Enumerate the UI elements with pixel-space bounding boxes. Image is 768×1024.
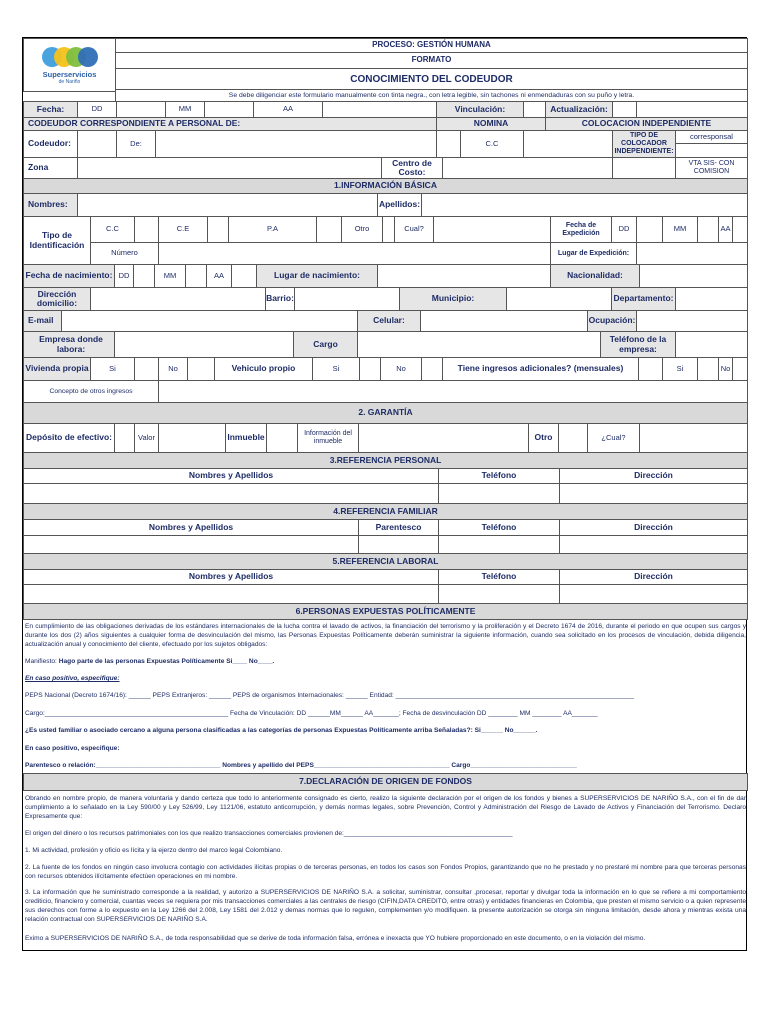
ref-familiar-parentesco-header: Parentesco bbox=[358, 519, 439, 536]
departamento-label: Departamento: bbox=[611, 287, 676, 311]
origen-fondos-p1: Obrando en nombre propio, de manera voluntaria y dando certeza que todo lo anteriormente consignado es cierto, realizo la siguiente declaración por el origen de los fondos y bienes a SUPERSERVICIOS DE NARIÑO S.A., con el fin de dar cumplimiento a lo señalado en la Ley 590/00 y Ley 526/99, Ley 1121/06, estatuto anticorrupción, y demás normas legales, sobre Prevención, Control y Administración del Riesgo de Lavado de Activos y Financiación del Terrorismo. Declaro Expresamente que: bbox=[25, 795, 746, 821]
section-6-title: 6.PERSONAS EXPUESTAS POLÍTICAMENTE bbox=[23, 603, 748, 620]
concepto-label: Concepto de otros ingresos bbox=[23, 380, 159, 403]
vivienda-label: Vivienda propia bbox=[23, 357, 91, 381]
section-4-title: 4.REFERENCIA FAMILIAR bbox=[23, 503, 748, 520]
nac-mm[interactable]: MM bbox=[154, 264, 186, 288]
fecha-aa[interactable]: AA bbox=[253, 101, 323, 118]
municipio-label: Municipio: bbox=[399, 287, 507, 311]
fecha-dd-input[interactable] bbox=[116, 101, 166, 118]
peps-familiar: ¿Es usted familiar o asociado cercano a alguna persona clasificadas a las categorías de personas Expuestas Políticamente arriba Señaladas?: Si______ No______. bbox=[25, 727, 538, 734]
zona-label: Zona bbox=[23, 157, 78, 179]
vta-option[interactable]: VTA SIS- CON COMISION bbox=[675, 157, 748, 179]
origen-fondos-p3: 1. Mi actividad, profesión y oficio es lícita y la ejerzo dentro del marco legal Colombiano. bbox=[25, 847, 283, 854]
corresponsal-check[interactable] bbox=[675, 143, 748, 158]
ref-laboral-direccion-input[interactable] bbox=[559, 584, 748, 604]
vivienda-no[interactable]: No bbox=[158, 357, 188, 381]
vehiculo-label: Vehiculo propio bbox=[214, 357, 313, 381]
manifiesto-text: Hago parte de las personas Expuestas Políticamente Si____ No____. bbox=[58, 658, 275, 665]
celular-label: Celular: bbox=[357, 310, 421, 332]
fecha-label: Fecha: bbox=[23, 101, 78, 118]
municipio-input[interactable] bbox=[506, 287, 612, 311]
vivienda-no-check[interactable] bbox=[187, 357, 215, 381]
instructions: Se debe diligenciar este formulario manualmente con tinta negra., con letra legible, sin tachones ni enmendaduras con su puño y letra. bbox=[115, 89, 748, 102]
vivienda-si-check[interactable] bbox=[134, 357, 159, 381]
origen-fondos-p6: Eximo a SUPERSERVICIOS DE NARIÑO S.A., de toda responsabilidad que se derive de toda información falsa, errónea e inexacta que YO hubiere proporcionado en este documento, o en la violación del mismo. bbox=[25, 935, 646, 942]
inmueble-label: Inmueble bbox=[225, 423, 267, 453]
valor-input[interactable] bbox=[158, 423, 226, 453]
ref-laboral-nombres-header: Nombres y Apellidos bbox=[23, 569, 439, 585]
ref-laboral-telefono-header: Teléfono bbox=[438, 569, 560, 585]
otro-garantia-check[interactable] bbox=[558, 423, 588, 453]
numero-input[interactable] bbox=[158, 242, 551, 265]
barrio-input[interactable] bbox=[294, 287, 400, 311]
process-title: PROCESO: GESTIÓN HUMANA bbox=[115, 38, 748, 53]
fecha-nacimiento-label: Fecha de nacimiento: bbox=[23, 264, 115, 288]
cc-option[interactable]: C.C bbox=[90, 216, 135, 243]
peps-manifiesto bbox=[25, 657, 746, 666]
ref-personal-direccion-input[interactable] bbox=[559, 483, 748, 504]
logo-box bbox=[23, 38, 116, 92]
ingresos-si[interactable]: Si bbox=[662, 357, 698, 381]
inmueble-check[interactable] bbox=[266, 423, 298, 453]
cc-label: C.C bbox=[460, 130, 524, 158]
exp-dd-input[interactable] bbox=[636, 216, 663, 243]
nacionalidad-input[interactable] bbox=[639, 264, 748, 288]
ocupacion-label: Ocupación: bbox=[587, 310, 637, 332]
document-title: CONOCIMIENTO DEL CODEUDOR bbox=[115, 68, 748, 90]
ce-check[interactable] bbox=[207, 216, 229, 243]
fecha-expedicion-label: Fecha de Expedición bbox=[550, 216, 612, 243]
de-label: De: bbox=[116, 130, 156, 158]
ingresos-si-check[interactable] bbox=[697, 357, 719, 381]
cual-garantia-input[interactable] bbox=[639, 423, 748, 453]
nac-aa-input[interactable] bbox=[231, 264, 257, 288]
ref-familiar-direccion-input[interactable] bbox=[559, 535, 748, 554]
codeudor-correspondiente-label: CODEUDOR CORRESPONDIENTE A PERSONAL DE: bbox=[23, 117, 437, 131]
caso-positivo-2: En caso positivo, especifique: bbox=[25, 745, 120, 752]
actualizacion-label: Actualización: bbox=[545, 101, 613, 118]
ingresos-adicionales-label: Tiene ingresos adicionales? (mensuales) bbox=[442, 357, 639, 381]
ref-personal-telefono-header: Teléfono bbox=[438, 468, 560, 484]
vinculacion-label: Vinculación: bbox=[436, 101, 524, 118]
blank-cell bbox=[636, 101, 748, 118]
section-2-title: 2. GARANTÍA bbox=[23, 402, 748, 424]
lugar-expedicion-label: Lugar de Expedición: bbox=[550, 242, 637, 265]
fecha-aa-input[interactable] bbox=[322, 101, 437, 118]
email-label: E-mail bbox=[23, 310, 62, 332]
fecha-dd[interactable]: DD bbox=[77, 101, 117, 118]
direccion-input[interactable] bbox=[90, 287, 266, 311]
cual-garantia-label: ¿Cual? bbox=[587, 423, 640, 453]
de-input[interactable] bbox=[155, 130, 437, 158]
cargo-input[interactable] bbox=[357, 331, 601, 358]
manifiesto-label: Manifiesto: bbox=[25, 658, 57, 665]
direccion-label: Dirección domicilio: bbox=[23, 287, 91, 311]
codeudor-label: Codeudor: bbox=[23, 130, 78, 158]
info-inmueble-label: Información del inmueble bbox=[297, 423, 359, 453]
lugar-nacimiento-input[interactable] bbox=[377, 264, 551, 288]
exp-mm[interactable]: MM bbox=[662, 216, 698, 243]
ref-personal-telefono-input[interactable] bbox=[438, 483, 560, 504]
colocacion-label: COLOCACION INDEPENDIENTE bbox=[545, 117, 748, 131]
logo-subtext: de Nariño bbox=[58, 79, 81, 85]
ref-laboral-telefono-input[interactable] bbox=[438, 584, 560, 604]
email-input[interactable] bbox=[61, 310, 358, 332]
empresa-label: Empresa donde labora: bbox=[23, 331, 115, 358]
nacionalidad-label: Nacionalidad: bbox=[550, 264, 640, 288]
ref-familiar-telefono-input[interactable] bbox=[438, 535, 560, 554]
peps-line: PEPS Nacional (Decreto 1674/16): ______ PEPS Extranjeros: ______ PEPS de organismos Internacionales: ______ Entidad: _________________________________________________________________ bbox=[25, 692, 634, 699]
pa-option[interactable]: P.A bbox=[228, 216, 317, 243]
section-7-title: 7.DECLARACIÓN DE ORIGEN DE FONDOS bbox=[23, 773, 748, 791]
deposito-label: Depósito de efectivo: bbox=[23, 423, 115, 453]
ce-option[interactable]: C.E bbox=[158, 216, 208, 243]
corresponsal-option[interactable]: corresponsal bbox=[675, 130, 748, 144]
vehiculo-no-check[interactable] bbox=[421, 357, 443, 381]
nac-dd-input[interactable] bbox=[133, 264, 155, 288]
section-3-title: 3.REFERENCIA PERSONAL bbox=[23, 452, 748, 469]
cc-check[interactable] bbox=[134, 216, 159, 243]
departamento-input[interactable] bbox=[675, 287, 748, 311]
vinculacion-check[interactable] bbox=[523, 101, 546, 118]
vehiculo-no[interactable]: No bbox=[380, 357, 422, 381]
deposito-check[interactable] bbox=[114, 423, 135, 453]
cual-input[interactable] bbox=[433, 216, 551, 243]
caso-positivo: En caso positivo, especifique: bbox=[25, 675, 120, 682]
centro-costo-label: Centro de Costo: bbox=[381, 157, 443, 179]
apellidos-input[interactable] bbox=[421, 193, 748, 217]
fecha-mm[interactable]: MM bbox=[165, 101, 205, 118]
nac-aa[interactable]: AA bbox=[206, 264, 232, 288]
numero-label: Número bbox=[90, 242, 159, 265]
cargo-label: Cargo bbox=[293, 331, 358, 358]
lugar-expedicion-input[interactable] bbox=[636, 242, 748, 265]
ref-personal-direccion-header: Dirección bbox=[559, 468, 748, 484]
tel-empresa-label: Teléfono de la empresa: bbox=[600, 331, 676, 358]
ingresos-no[interactable]: No bbox=[718, 357, 733, 381]
form-frame bbox=[22, 37, 747, 951]
peps-intro: En cumplimiento de las obligaciones derivadas de los estándares internacionales de la lucha contra el lavado de activos, la financiación del terrorismo y la proliferación y el Decreto 1674 de 2016, durante el periodo en que ocupen sus cargos y durante los dos (2) años siguientes a cualquier forma de desvinculación del mismo, las Personas Expuestas Políticamente deberán suministrar la siguiente información, cuando sea solicitado en los procesos de vinculación, debida diligencia, actualización anual y conocimiento del cliente, efectuado por los sujetos obligados: bbox=[25, 623, 746, 649]
otro-option[interactable]: Otro bbox=[341, 216, 383, 243]
nac-dd[interactable]: DD bbox=[114, 264, 134, 288]
ref-familiar-parentesco-input[interactable] bbox=[358, 535, 439, 554]
ocupacion-input[interactable] bbox=[636, 310, 748, 332]
section-1-title: 1.INFORMACIÓN BÁSICA bbox=[23, 178, 748, 194]
concepto-input[interactable] bbox=[158, 380, 748, 403]
vehiculo-si[interactable]: Si bbox=[312, 357, 360, 381]
format-label: FORMATO bbox=[115, 52, 748, 69]
pa-check[interactable] bbox=[316, 216, 342, 243]
vehiculo-si-check[interactable] bbox=[359, 357, 381, 381]
ref-familiar-nombres-input[interactable] bbox=[23, 535, 359, 554]
vivienda-si[interactable]: Si bbox=[90, 357, 135, 381]
ref-laboral-direccion-header: Dirección bbox=[559, 569, 748, 585]
exp-aa-input[interactable] bbox=[732, 216, 748, 243]
tipo-colocador-label: TIPO DE COLOCADOR INDEPENDIENTE: bbox=[612, 130, 676, 158]
logo-icon bbox=[40, 45, 100, 69]
zona-input[interactable] bbox=[77, 157, 382, 179]
peps-cargo-line: Cargo:__________________________________________________ Fecha de Vinculación: DD ______MM______ AA_______; Fecha de desvinculación DD ________ MM ________ AA_______ bbox=[25, 710, 598, 717]
logo-text: Superservicios bbox=[42, 70, 97, 79]
tel-empresa-input[interactable] bbox=[675, 331, 748, 358]
ingresos-blank bbox=[638, 357, 663, 381]
cc-input[interactable] bbox=[523, 130, 613, 158]
exp-aa[interactable]: AA bbox=[718, 216, 733, 243]
nomina-label: NOMINA bbox=[436, 117, 546, 131]
section-5-title: 5.REFERENCIA LABORAL bbox=[23, 553, 748, 570]
fecha-mm-input[interactable] bbox=[204, 101, 254, 118]
apellidos-label: Apellidos: bbox=[377, 193, 422, 217]
actualizacion-check[interactable] bbox=[612, 101, 637, 118]
ref-familiar-telefono-header: Teléfono bbox=[438, 519, 560, 536]
centro-costo-extra[interactable] bbox=[612, 157, 676, 179]
celular-input[interactable] bbox=[420, 310, 588, 332]
ref-personal-nombres-header: Nombres y Apellidos bbox=[23, 468, 439, 484]
cual-label: Cual? bbox=[394, 216, 434, 243]
info-inmueble-input[interactable] bbox=[358, 423, 529, 453]
origen-fondos-p2: El origen del dinero o los recursos patrimoniales con los que realizo transacciones comerciales provienen de:______________________________________________ bbox=[25, 830, 513, 837]
valor-label: Valor bbox=[134, 423, 159, 453]
codeudor-input[interactable] bbox=[77, 130, 117, 158]
nomina-check[interactable] bbox=[436, 130, 461, 158]
otro-garantia-label: Otro bbox=[528, 423, 559, 453]
origen-fondos-p5: 3. La información que he suministrado corresponde a la realidad, y autorizo a SUPERSERVICIOS DE NARIÑO S.A. a solicitar, suministrar, consultar ,procesar, reportar y divulgar toda la información en lo que se refiere a mi comportamiento crediticio, financiero y comercial, cuantas veces se requiera por mis transacciones comerciales a las centrales de riesgo (CIFIN,DATA CREDITO, entre otras) y entidades financieras en Colombia, que presten el mismo servicio o a quien represente sus derechos con forme a lo expuesto en la Ley 1266 del 2.008, Ley 1581 del 2.012 y demas normas que lo regulen, complementen y/o modifiquen. la presente autorización se otorga sin ninguna limitación, desde ahora y mientras exista una relación contractual con SUPERSERVICIOS DE NARIÑO S.A. bbox=[25, 889, 746, 924]
barrio-label: Barrio: bbox=[265, 287, 295, 311]
empresa-input[interactable] bbox=[114, 331, 294, 358]
origen-fondos-p4: 2. La fuente de los fondos en ningún caso involucra contagio con actividades ilícitas propias o de terceras personas, en todos los casos son Fondos Propios, garantizando que no he prestado y no prestaré mi nombre para que terceras personas con recursos obtenidos ilícitamente efectúen operaciones en mi nombre. bbox=[25, 864, 746, 881]
exp-dd[interactable]: DD bbox=[611, 216, 637, 243]
ingresos-no-check[interactable] bbox=[732, 357, 748, 381]
ref-laboral-nombres-input[interactable] bbox=[23, 584, 439, 604]
exp-mm-input[interactable] bbox=[697, 216, 719, 243]
ref-personal-nombres-input[interactable] bbox=[23, 483, 439, 504]
nac-mm-input[interactable] bbox=[185, 264, 207, 288]
peps-parentesco: Parentesco o relación:__________________________________ Nombres y apellido del PEPS_____________________________________ Cargo_____________________________ bbox=[25, 762, 577, 769]
tipo-id-label: Tipo de Identificación bbox=[23, 216, 91, 265]
nombres-label: Nombres: bbox=[23, 193, 78, 217]
ref-familiar-direccion-header: Dirección bbox=[559, 519, 748, 536]
lugar-nacimiento-label: Lugar de nacimiento: bbox=[256, 264, 378, 288]
nombres-input[interactable] bbox=[77, 193, 378, 217]
centro-costo-input[interactable] bbox=[442, 157, 613, 179]
ref-familiar-nombres-header: Nombres y Apellidos bbox=[23, 519, 359, 536]
